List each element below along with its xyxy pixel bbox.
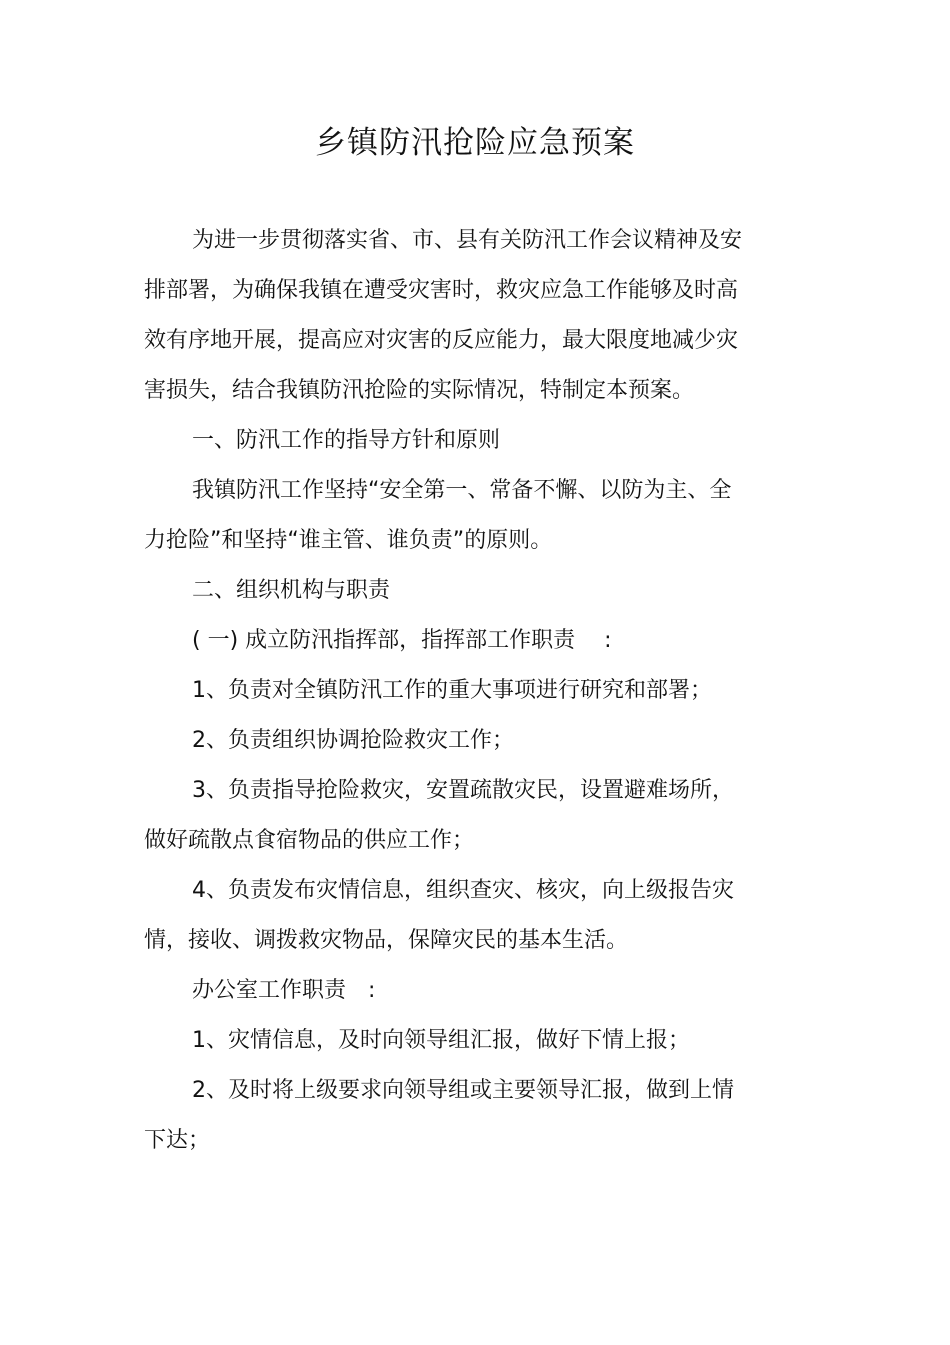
section-heading-2: 二、组织机构与职责 bbox=[192, 578, 391, 603]
list-item: 4、负责发布灾情信息，组织查灾、核灾，向上级报告灾情，接收、调拨救灾物品，保障灾民的基本生活。 bbox=[144, 878, 734, 953]
list-item: 2、及时将上级要求向领导组或主要领导汇报，做到上情下达； bbox=[144, 1078, 734, 1153]
paragraph-intro: 为进一步贯彻落实省、市、县有关防汛工作会议精神及安排部署，为确保我镇在遭受灾害时，救灾应急工作能够及时高效有序地开展，提高应对灾害的反应能力，最大限度地减少灾害损失，结合我镇防汛抢险的实际情况，特制定本预案。 bbox=[144, 228, 743, 403]
list-item: 3、负责指导抢险救灾，安置疏散灾民，设置避难场所，做好疏散点食宿物品的供应工作； bbox=[144, 778, 734, 853]
list-item: 2、负责组织协调抢险救灾工作； bbox=[192, 728, 514, 753]
document-body bbox=[144, 216, 744, 1166]
section-heading-1: 一、防汛工作的指导方针和原则 bbox=[192, 428, 501, 453]
office-duties-heading: 办公室工作职责 : bbox=[192, 978, 376, 1003]
list-item: 1、负责对全镇防汛工作的重大事项进行研究和部署； bbox=[192, 678, 712, 703]
list-item: 1、灾情信息，及时向领导组汇报，做好下情上报； bbox=[192, 1028, 690, 1053]
document-title: 乡镇防汛抢险应急预案 bbox=[315, 125, 635, 161]
subsection-heading-1: ( 一) 成立防汛指挥部，指挥部工作职责 : bbox=[192, 628, 612, 653]
paragraph-principles: 我镇防汛工作坚持“安全第一、常备不懈、以防为主、全力抢险”和坚持“谁主管、谁负责”的原则。 bbox=[144, 478, 732, 553]
